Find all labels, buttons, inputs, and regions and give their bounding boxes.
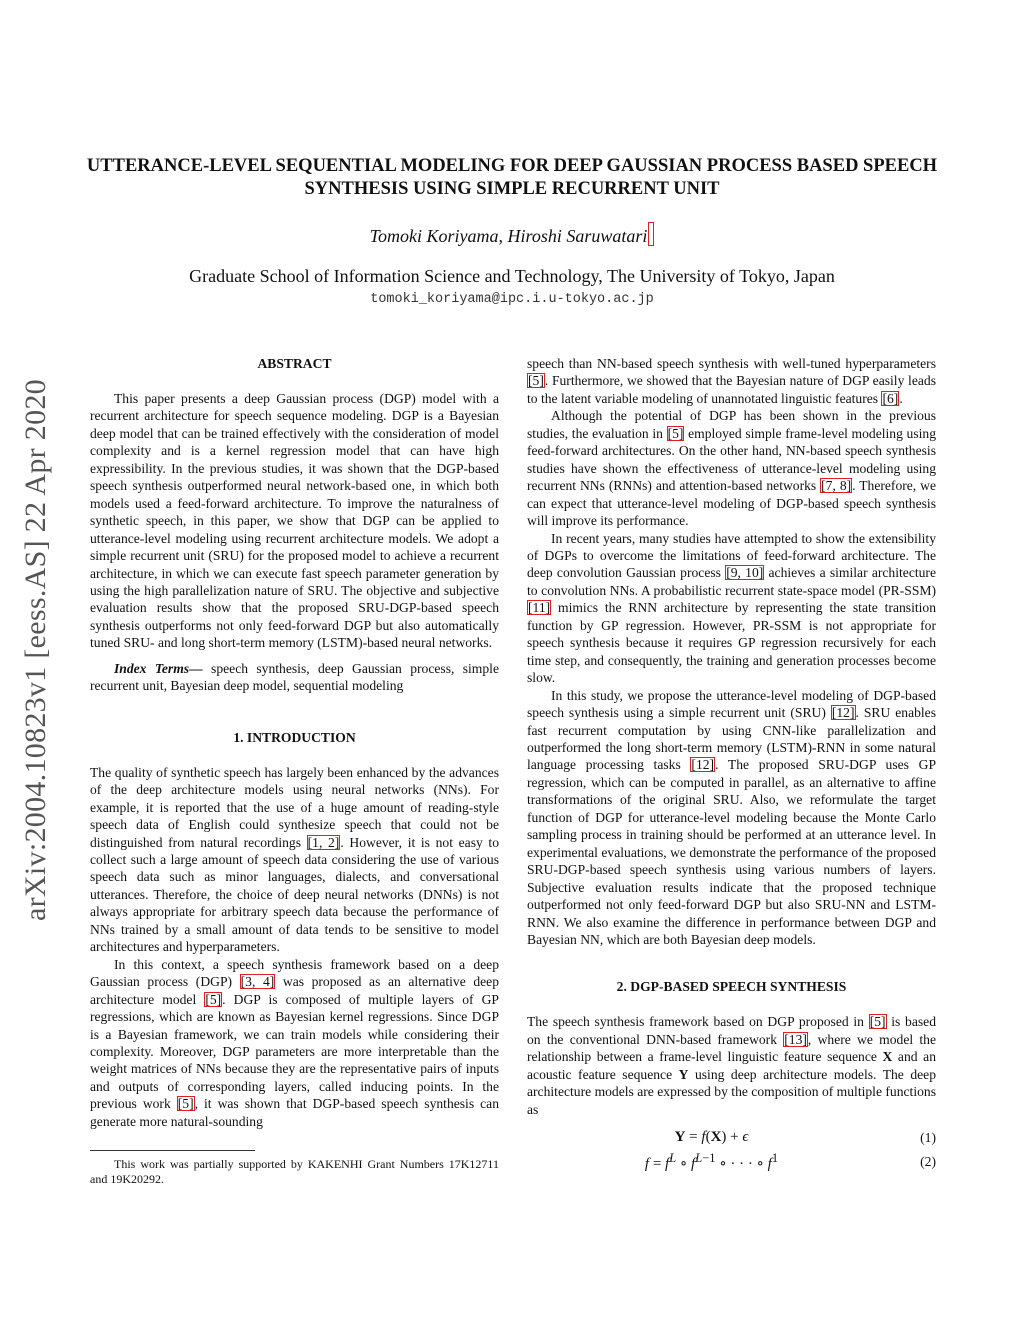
- intro-paragraph-1: The quality of synthetic speech has largely been enhanced by the advances of the deep architecture models using neural networks (NNs). For example, it is reported that the use of a huge amount of reading-style speech data of English could synthesize speech that could not be distinguished from natural recordings [1, 2]. However, it is not easy to collect such a large amount of speech data considering the use of various speech data such as minor languages, dialects, and conversational utterances. Therefore, the choice of deep neural networks (DNNs) is not always appropriate for arbitrary speech data because the performance of NNs trained by a small amount of data tends to be sensitive to model architectures and hyperparameters.: [90, 764, 500, 955]
- equations: [527, 1126, 936, 1174]
- footnote-link-box[interactable]: [648, 222, 654, 246]
- citation-link[interactable]: [3, 4]: [240, 974, 275, 990]
- equation-1: [527, 1126, 936, 1150]
- symbol-Y: Y: [678, 1066, 689, 1082]
- citation-link[interactable]: [5]: [869, 1014, 886, 1030]
- intro-paragraph-2: In this context, a speech synthesis framework based on a deep Gaussian process (DGP) [3, 4] was proposed as an alternative deep architecture model [5]. DGP is composed of multiple layers of GP regressions, which are known as Bayesian kernel regressions. Since DGP is a Bayesian framework, we can train models while considering their complexity. Moreover, DGP parameters are more interpretable than the weight matrices of NNs because they are the representative pairs of inputs and outputs of corresponding layers, called inducing points. In the previous work [5], it was shown that DGP-based speech synthesis can generate more natural-sounding: [90, 956, 499, 1129]
- intro-paragraph-6: In this study, we propose the utterance-level modeling of DGP-based speech synthesis using a simple recurrent unit (SRU) [12]. SRU enables fast recurrent computation by using CNN-like parallelization and outperformed the long short-term memory (LSTM)-RNN in some natural language processing tasks [12]. The proposed SRU-DGP uses GP regression, which can be computed in parallel, as an alternative to affine transformations of the original SRU. Also, we reformulate the target function of DGP for utterance-level modeling because the Monte Carlo sampling process in training should be performed at an utterance level. In experimental evaluations, we demonstrate the performance of the proposed SRU-DGP-based speech synthesis using various numbers of layers. Subjective evaluation results indicate that the proposed technique outperformed not only feed-forward DGP but also SRU-NN and LSTM-RNN. We also examine the difference in performance between DGP and Bayesian NN, which are both Bayesian deep models.: [527, 687, 937, 947]
- equation-2-number: (2): [920, 1154, 936, 1170]
- citation-link[interactable]: [12]: [831, 705, 855, 721]
- intro-paragraph-5: In recent years, many studies have attempted to show the extensibility of DGPs to overcome the limitations of feed-forward architecture. The deep convolution Gaussian process [9, 10] achieves a similar architecture to convolution NNs. A probabilistic recurrent state-space model (PR-SSM) [11] mimics the RNN architecture by representing the state transition function by GP regression. However, PR-SSM is not appropriate for speech synthesis because it requires GP regression recursively for each time step, and consequently, the training and generation processes become slow.: [527, 530, 936, 686]
- citation-link[interactable]: [5]: [667, 425, 684, 441]
- citation-link[interactable]: [5]: [205, 991, 222, 1007]
- author-names: Tomoki Koriyama, Hiroshi Saruwatari: [369, 226, 648, 246]
- arxiv-identifier: [6, 340, 66, 960]
- right-column: [527, 355, 936, 1174]
- intro-heading: 1. INTRODUCTION: [233, 729, 356, 745]
- paper-title: UTTERANCE-LEVEL SEQUENTIAL MODELING FOR DEEP GAUSSIAN PROCESS BASED SPEECH SYNTHESIS USING SIMPLE RECURRENT UNIT: [86, 156, 938, 199]
- abstract-heading: ABSTRACT: [257, 356, 332, 371]
- citation-link[interactable]: [5]: [528, 373, 544, 389]
- equation-2: [527, 1150, 936, 1174]
- authors: [80, 222, 944, 247]
- citation-link[interactable]: [1, 2]: [307, 834, 340, 850]
- index-terms-label: Index Terms—: [114, 660, 203, 676]
- citation-link[interactable]: [6]: [882, 390, 899, 406]
- citation-link[interactable]: [5]: [177, 1096, 194, 1112]
- symbol-X: X: [882, 1049, 893, 1065]
- equation-1-number: (1): [920, 1130, 936, 1146]
- section2-heading: 2. DGP-BASED SPEECH SYNTHESIS: [616, 979, 847, 995]
- index-terms-text: speech synthesis, deep Gaussian process, simple recurrent unit, Bayesian deep model, sequential modeling: [90, 660, 499, 694]
- footnote: This work was partially supported by KAKENHI Grant Numbers 17K12711 and 19K20292.: [90, 1157, 499, 1187]
- index-terms: [90, 660, 499, 695]
- arxiv-identifier-text: arXiv:2004.10823v1 [eess.AS] 22 Apr 2020: [19, 379, 52, 921]
- left-column: [90, 355, 499, 1187]
- equation-2-expression: $f = f^L$ ∘ $f^{L-1}$ ∘ · · · ∘ $f^1$: [644, 1151, 779, 1173]
- intro-paragraph-4: Although the potential of DGP has been shown in the previous studies, the evaluation in [5] employed simple frame-level modeling using feed-forward architectures. On the other hand, NN-based speech synthesis studies have shown the effectiveness of utterance-level modeling using recurrent NNs (RNNs) and attention-based networks [7, 8]. Therefore, we can expect that utterance-level modeling of DGP-based speech synthesis will improve its performance.: [527, 408, 936, 529]
- citation-link[interactable]: [7, 8]: [821, 478, 852, 494]
- citation-link[interactable]: [13]: [784, 1031, 807, 1047]
- abstract-text: This paper presents a deep Gaussian process (DGP) model with a recurrent architecture for speech sequence modeling. DGP is a Bayesian deep model that can be trained effectively with the consideration of model complexity and is a kernel regression model that can have high expressibility. In the previous studies, it was shown that the DGP-based speech synthesis outperformed neural network-based one, in which both models used a feed-forward architecture. To improve the naturalness of synthetic speech, in this paper, we show that DGP can be applied to utterance-level modeling using recurrent architecture models. We adopt a simple recurrent unit (SRU) for the proposed model to achieve a recurrent architecture, in which we can execute fast speech parameter generation by using the high parallelization nature of SRU. The objective and subjective evaluation results show that the proposed SRU-DGP-based speech synthesis outperforms not only feed-forward DGP but also automatically tuned SRU- and long short-term memory (LSTM)-based neural networks.: [90, 391, 499, 651]
- citation-link[interactable]: [11]: [528, 600, 551, 616]
- email[interactable]: tomoki_koriyama@ipc.i.u-tokyo.ac.jp: [370, 292, 654, 307]
- citation-link[interactable]: [12]: [691, 757, 715, 773]
- section2-paragraph-1: The speech synthesis framework based on DGP proposed in [5] is based on the conventional DNN-based framework [13], where we model the relationship between a frame-level linguistic feature sequence X and an acoustic feature sequence Y using deep architecture models. The deep architecture models are expressed by the composition of multiple functions as: [527, 1014, 937, 1117]
- affiliation: Graduate School of Information Science and Technology, The University of Tokyo, Japan: [189, 266, 835, 286]
- intro-paragraph-3: speech than NN-based speech synthesis with well-tuned hyperparameters [5]. Furthermore, we showed that the Bayesian nature of DGP easily leads to the latent variable modeling of unannotated linguistic features [6].: [527, 356, 936, 406]
- citation-link[interactable]: [9, 10]: [726, 565, 764, 581]
- footnote-divider: [90, 1150, 255, 1151]
- equation-1-expression: Y = f(X) + ϵ: [674, 1129, 749, 1146]
